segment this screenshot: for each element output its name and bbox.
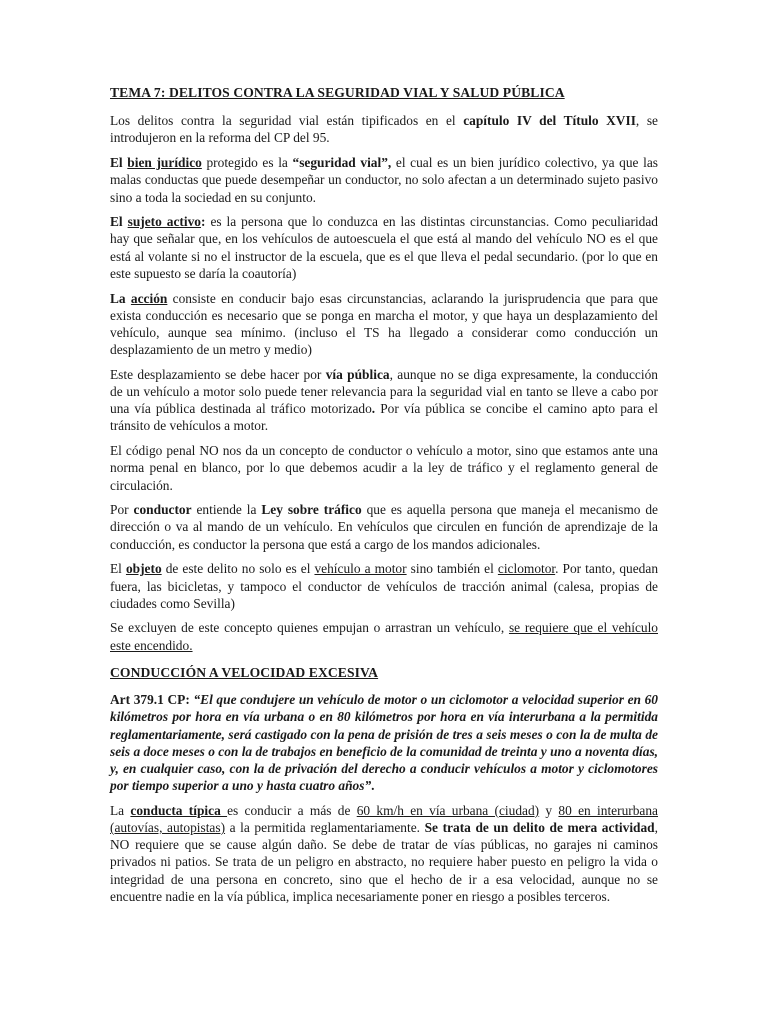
underlined-term: 80 en interurbana (autovías, autopistas)	[110, 802, 659, 836]
bold-underlined-term: conducta típica	[130, 802, 228, 818]
bold-term: vía pública	[325, 366, 390, 382]
paragraph-codigo-penal: El código penal NO nos da un concepto de conductor o vehículo a motor, sino que estamos ante una norma penal en blanco, por lo que debemos acudir a la ley de tráfico y el reglamento general de circulación.	[110, 443, 658, 493]
paragraph-via-publica	[110, 366, 658, 435]
text-run: .	[371, 778, 375, 794]
text-run: Los delitos contra la seguridad vial están tipificados en el	[110, 113, 464, 129]
underlined-term: se requiere que el vehículo este encendido.	[110, 620, 658, 653]
paragraph-accion	[110, 290, 658, 359]
text-run: entiende la	[191, 502, 262, 518]
paragraph-bien-juridico	[110, 154, 658, 206]
text-run: La	[110, 290, 131, 306]
paragraph-sujeto-activo	[110, 213, 658, 282]
text-run: Por vía pública se concibe el camino apto para el tránsito de vehículos a motor.	[110, 401, 658, 434]
text-run: El	[110, 155, 128, 171]
paragraph-intro	[110, 112, 658, 146]
underlined-term: en vía urbana (ciudad)	[403, 802, 540, 818]
text-run: , se introdujeron en la reforma del CP del 95.	[110, 113, 658, 146]
text-run: El	[110, 214, 128, 230]
paragraph-objeto	[110, 560, 658, 612]
paragraph-exclusion	[110, 619, 658, 653]
text-run: y	[539, 802, 559, 818]
bold-term: Ley sobre tráfico	[261, 502, 362, 518]
bold-term: capítulo IV del Título XVII	[463, 113, 636, 129]
text-run: que es aquella persona que maneja el mecanismo de dirección o va al mando de un vehículo. En vehículos que circulen en función de aprendizaje de la conducción, es conductor la persona que está a cargo de los mandos adicionales.	[110, 502, 658, 552]
underlined-term: vehículo a motor	[314, 561, 407, 577]
text-run: el cual es un bien jurídico colectivo, ya que las malas conductas que puede desempeñar un conductor, no solo afectan a un determinado sujeto pasivo sino a toda la sociedad en su conjunto.	[110, 155, 658, 205]
text-run: Este desplazamiento se debe hacer por	[110, 366, 326, 382]
text-run: , aunque no se diga expresamente, la conducción de un vehículo a motor solo puede tener relevancia para la seguridad vial en tanto se lleve a cabo por una vía pública destinada al tráfico motorizado	[110, 366, 658, 417]
bold-term: Se trata de un delito de mera actividad	[424, 820, 655, 836]
paragraph-conducta-tipica	[110, 802, 658, 905]
underlined-term: 60 km/h	[356, 802, 404, 818]
text-run: La	[110, 802, 131, 818]
bold-underlined-term: objeto	[125, 561, 162, 577]
bold-underlined-term: acción	[130, 290, 168, 306]
section-heading-tema7: TEMA 7: DELITOS CONTRA LA SEGURIDAD VIAL Y SALUD PÚBLICA	[110, 85, 565, 100]
text-run: de este delito no solo es el	[161, 561, 315, 577]
text-run: Se excluyen de este concepto quienes empujan o arrastran un vehículo,	[110, 620, 509, 636]
bold-term: “seguridad vial”,	[292, 155, 392, 171]
text-run: :	[201, 214, 206, 230]
paragraph-conductor	[110, 501, 658, 553]
text-run: consiste en conducir bajo esas circunstancias, aclarando la jurisprudencia que para que exista conducción es necesario que se ponga en marcha el motor, y que haya un desplazamiento del vehículo, aunque sea mínimo. (incluso el TS ha llegado a considerar como conducción un desplazamiento de un metro y medio)	[110, 290, 658, 358]
article-reference: Art 379.1 CP:	[110, 692, 194, 708]
text-run: , NO requiere que se cause algún daño. Se debe de tratar de vías públicas, no garajes ni caminos privados ni patios. Se trata de un peligro en abstracto, no requiere haber puesto en peligro la vida o integridad de una persona en concreto, sino que el hecho de ir a esa velocidad, aunque no se encuentre nadie en la vía pública, implica necesariamente poner en riesgo a posibles terceros.	[110, 820, 658, 904]
bold-term: conductor	[133, 502, 192, 518]
text-run: .	[371, 401, 376, 417]
text-run: El	[110, 561, 126, 577]
section-heading-velocidad-excesiva: CONDUCCIÓN A VELOCIDAD EXCESIVA	[110, 664, 379, 680]
text-run: es conducir a más de	[227, 802, 357, 818]
text-run: protegido es la	[201, 155, 293, 171]
text-run: a la permitida reglamentariamente.	[225, 820, 425, 836]
text-run: Por	[110, 502, 134, 518]
text-run: es la persona que lo conduzca en las distintas circunstancias. Como peculiaridad hay que señalar que, en los vehículos de autoescuela el que está al mando del vehículo NO es el que está al volante si no el instructor de la escuela, que es el que lleva el pedal secundario. (por lo que en este supuesto se daría la coautoría)	[110, 214, 659, 281]
text-run: . Por tanto, quedan fuera, las bicicletas, y tampoco el conductor de vehículos de tracción animal (calesa, propias de ciudades como Sevilla)	[110, 561, 659, 611]
bold-underlined-term: sujeto activo	[127, 214, 202, 230]
paragraph-article-379	[110, 691, 658, 794]
bold-underlined-term: bien jurídico	[127, 155, 202, 171]
article-quote: “El que condujere un vehículo de motor o un ciclomotor a velocidad superior en 60 kilómetros por hora en vía urbana o en 80 kilómetros por hora en vía interurbana a la permitida reglamentariamente, será castigado con la pena de prisión de tres a seis meses o con la de multa de seis a doce meses o con la de trabajos en beneficio de la comunidad de treinta y uno a noventa días, y, en cualquier caso, con la de privación del derecho a conducir vehículos a motor y ciclomotores por tiempo superior a uno y hasta cuatro años”	[110, 692, 658, 794]
text-run: sino también el	[406, 561, 498, 577]
underlined-term: ciclomotor	[497, 561, 556, 577]
